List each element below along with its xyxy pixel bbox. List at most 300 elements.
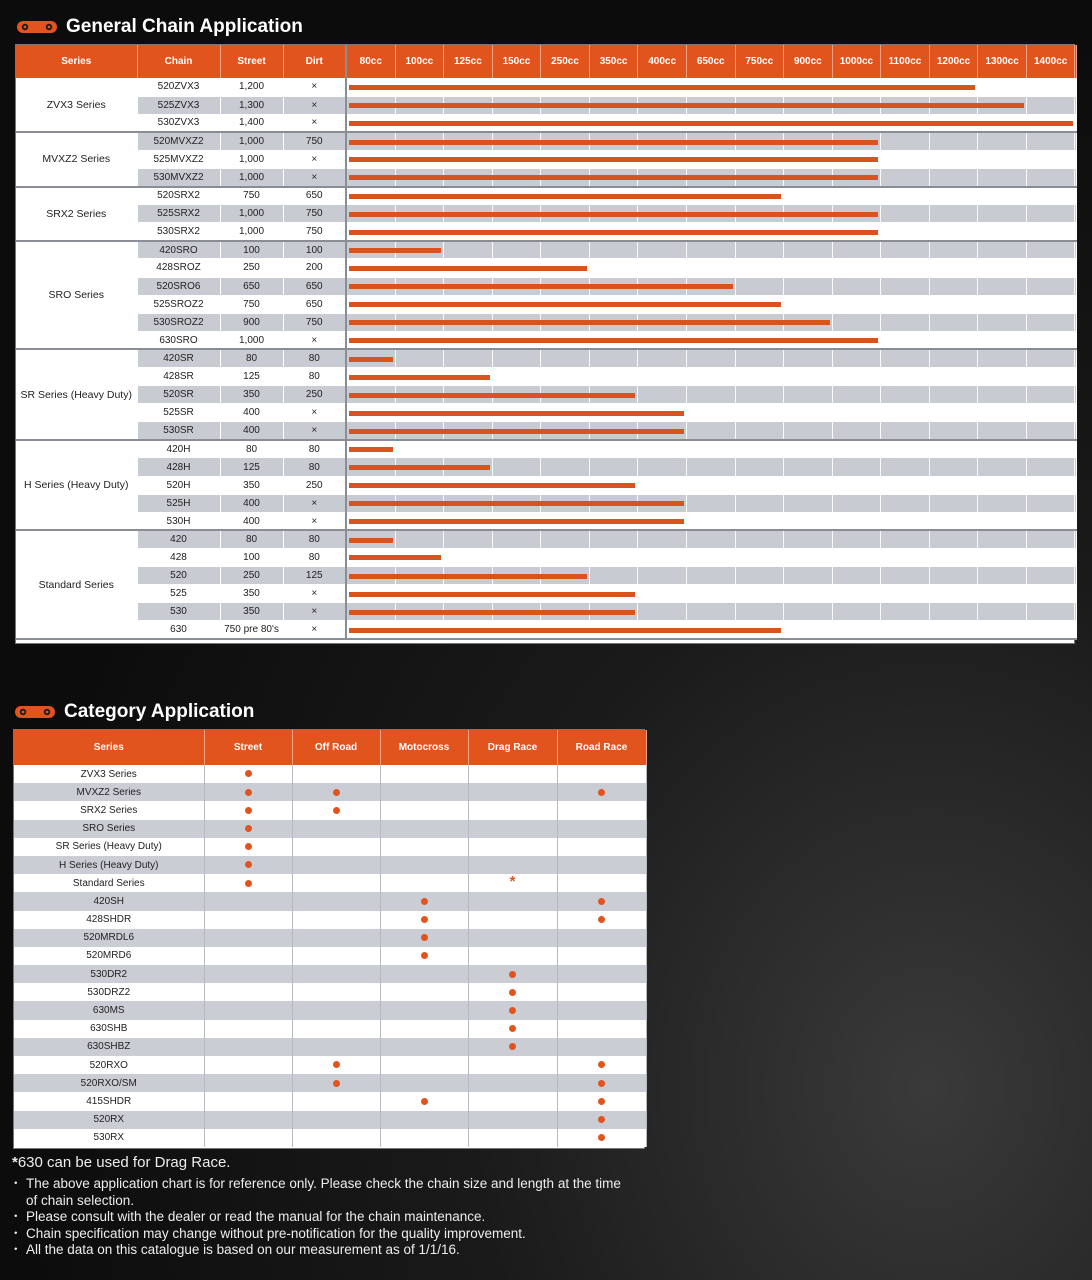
chain-dirt-cell: 750 bbox=[283, 132, 346, 150]
cc-bar-cell bbox=[346, 259, 1076, 277]
category-series-name: 530RX bbox=[14, 1129, 204, 1147]
note-item: ・ Chain specification may change without pre-notification for the quality improvement. bbox=[12, 1226, 632, 1243]
header-street: Street bbox=[220, 45, 283, 78]
chain-street-cell: 100 bbox=[220, 241, 283, 259]
category-section-title bbox=[14, 701, 254, 723]
category-mark-cell bbox=[557, 947, 646, 965]
category-mark-cell bbox=[557, 838, 646, 856]
chain-chain-cell: 520SR bbox=[137, 386, 220, 404]
cc-range-bar bbox=[349, 140, 878, 145]
chain-dirt-cell: 80 bbox=[283, 368, 346, 386]
chain-street-cell: 250 bbox=[220, 567, 283, 585]
applicable-dot-icon bbox=[245, 770, 252, 777]
category-mark-cell bbox=[557, 783, 646, 801]
note-item: ・ Please consult with the dealer or read the manual for the chain maintenance. bbox=[12, 1209, 632, 1226]
footnote-star: * bbox=[12, 1154, 18, 1171]
category-series-name: MVXZ2 Series bbox=[14, 783, 204, 801]
chain-dirt-cell: 750 bbox=[283, 205, 346, 223]
category-mark-cell bbox=[292, 965, 380, 983]
cc-scale-label: 650cc bbox=[687, 45, 736, 78]
category-series-name: Standard Series bbox=[14, 874, 204, 892]
chain-street-cell: 125 bbox=[220, 368, 283, 386]
chain-street-cell: 400 bbox=[220, 512, 283, 530]
chain-chain-cell: 525ZVX3 bbox=[137, 96, 220, 114]
cc-scale-label: 350cc bbox=[590, 45, 639, 78]
chain-row bbox=[16, 621, 1076, 639]
chain-chain-cell: 530H bbox=[137, 512, 220, 530]
category-series-name: 520RXO bbox=[14, 1056, 204, 1074]
cc-range-bar bbox=[349, 248, 441, 253]
category-mark-cell bbox=[380, 838, 468, 856]
chain-chain-cell: 428 bbox=[137, 548, 220, 566]
category-mark-cell bbox=[204, 892, 292, 910]
cc-bar-cell bbox=[346, 548, 1076, 566]
category-mark-cell bbox=[292, 765, 380, 783]
category-mark-cell bbox=[468, 892, 557, 910]
chain-row bbox=[16, 440, 1076, 458]
cc-bar-cell bbox=[346, 331, 1076, 349]
chain-chain-cell: 520 bbox=[137, 567, 220, 585]
chain-row bbox=[16, 78, 1076, 96]
chain-street-cell: 1,000 bbox=[220, 150, 283, 168]
applicable-dot-icon bbox=[598, 898, 605, 905]
category-mark-cell bbox=[468, 965, 557, 983]
category-mark-cell bbox=[468, 929, 557, 947]
category-mark-cell bbox=[557, 1111, 646, 1129]
chain-chain-cell: 520SRX2 bbox=[137, 187, 220, 205]
category-mark-cell bbox=[468, 1038, 557, 1056]
footnote-star-text: 630 can be used for Drag Race. bbox=[17, 1154, 231, 1171]
category-mark-cell bbox=[557, 929, 646, 947]
cc-scale-label: 1300cc bbox=[978, 45, 1027, 78]
cc-range-bar bbox=[349, 230, 878, 235]
category-mark-cell bbox=[557, 983, 646, 1001]
chain-street-cell: 1,000 bbox=[220, 331, 283, 349]
cc-bar-cell bbox=[346, 440, 1076, 458]
chain-dirt-cell: 100 bbox=[283, 241, 346, 259]
category-mark-cell bbox=[557, 1001, 646, 1019]
category-row bbox=[14, 1129, 646, 1147]
category-header-road-race: Road Race bbox=[557, 730, 646, 765]
applicable-dot-icon bbox=[421, 898, 428, 905]
cc-range-bar bbox=[349, 284, 733, 289]
chain-dirt-cell: 250 bbox=[283, 476, 346, 494]
cc-range-bar bbox=[349, 628, 781, 633]
category-mark-cell bbox=[557, 856, 646, 874]
category-mark-cell bbox=[292, 874, 380, 892]
series-name: MVXZ2 Series bbox=[16, 132, 137, 186]
header-chain: Chain bbox=[137, 45, 220, 78]
category-mark-cell bbox=[204, 965, 292, 983]
cc-scale-label: 1000cc bbox=[833, 45, 882, 78]
applicable-dot-icon bbox=[333, 807, 340, 814]
cc-range-bar bbox=[349, 447, 393, 452]
chain-dirt-cell: 650 bbox=[283, 277, 346, 295]
chain-row bbox=[16, 114, 1076, 132]
chain-street-cell: 750 pre 80's bbox=[220, 621, 283, 639]
chain-row bbox=[16, 259, 1076, 277]
category-mark-cell bbox=[292, 1001, 380, 1019]
category-header-drag-race: Drag Race bbox=[468, 730, 557, 765]
cc-scale-label: 250cc bbox=[541, 45, 590, 78]
chain-row bbox=[16, 386, 1076, 404]
cc-bar-cell bbox=[346, 494, 1076, 512]
cc-range-bar bbox=[349, 501, 684, 506]
category-mark-cell bbox=[292, 947, 380, 965]
category-mark-cell bbox=[204, 1092, 292, 1110]
chain-row bbox=[16, 96, 1076, 114]
category-header-off-road: Off Road bbox=[292, 730, 380, 765]
applicable-dot-icon bbox=[509, 1025, 516, 1032]
cc-bar-cell bbox=[346, 530, 1076, 548]
cc-bar-cell bbox=[346, 277, 1076, 295]
category-series-name: 630SHBZ bbox=[14, 1038, 204, 1056]
chain-chain-cell: 420H bbox=[137, 440, 220, 458]
cc-range-bar bbox=[349, 519, 684, 524]
chain-chain-cell: 520SRO6 bbox=[137, 277, 220, 295]
category-mark-cell bbox=[468, 783, 557, 801]
chain-dirt-cell: 200 bbox=[283, 259, 346, 277]
chain-row bbox=[16, 603, 1076, 621]
category-series-name: 415SHDR bbox=[14, 1092, 204, 1110]
category-mark-cell bbox=[468, 1020, 557, 1038]
chain-link-icon bbox=[16, 20, 58, 34]
chain-row bbox=[16, 476, 1076, 494]
category-mark-cell bbox=[557, 911, 646, 929]
category-series-name: 520MRD6 bbox=[14, 947, 204, 965]
chain-dirt-cell: × bbox=[283, 150, 346, 168]
chain-street-cell: 80 bbox=[220, 349, 283, 367]
chain-row bbox=[16, 241, 1076, 259]
category-mark-cell bbox=[380, 820, 468, 838]
chain-dirt-cell: 750 bbox=[283, 223, 346, 241]
category-row bbox=[14, 929, 646, 947]
chain-row bbox=[16, 277, 1076, 295]
cc-bar-cell bbox=[346, 512, 1076, 530]
chain-row bbox=[16, 205, 1076, 223]
cc-range-bar bbox=[349, 574, 587, 579]
chain-row bbox=[16, 223, 1076, 241]
category-mark-cell bbox=[468, 1074, 557, 1092]
applicable-dot-icon bbox=[598, 916, 605, 923]
category-row bbox=[14, 838, 646, 856]
category-mark-cell bbox=[204, 856, 292, 874]
category-series-name: SR Series (Heavy Duty) bbox=[14, 838, 204, 856]
applicable-dot-icon bbox=[333, 789, 340, 796]
chain-street-cell: 1,000 bbox=[220, 168, 283, 186]
cc-scale-label: 80cc bbox=[347, 45, 396, 78]
chain-chain-cell: 525SROZ2 bbox=[137, 295, 220, 313]
chain-street-cell: 100 bbox=[220, 548, 283, 566]
chain-chain-cell: 520MVXZ2 bbox=[137, 132, 220, 150]
chain-chain-cell: 428SROZ bbox=[137, 259, 220, 277]
chain-chain-cell: 530MVXZ2 bbox=[137, 168, 220, 186]
chain-chain-cell: 530SROZ2 bbox=[137, 313, 220, 331]
category-row bbox=[14, 911, 646, 929]
category-mark-cell bbox=[557, 874, 646, 892]
category-series-name: SRO Series bbox=[14, 820, 204, 838]
chain-chain-cell: 530SR bbox=[137, 422, 220, 440]
cc-range-bar bbox=[349, 429, 684, 434]
applicable-dot-icon bbox=[333, 1061, 340, 1068]
chain-dirt-cell: 80 bbox=[283, 548, 346, 566]
category-row bbox=[14, 1020, 646, 1038]
chain-row bbox=[16, 548, 1076, 566]
applicable-dot-icon bbox=[598, 1134, 605, 1141]
category-mark-cell bbox=[204, 1001, 292, 1019]
chain-chain-cell: 428SR bbox=[137, 368, 220, 386]
category-mark-cell bbox=[557, 1074, 646, 1092]
chain-chain-cell: 525SRX2 bbox=[137, 205, 220, 223]
category-mark-cell bbox=[292, 892, 380, 910]
cc-bar-cell bbox=[346, 458, 1076, 476]
category-mark-cell bbox=[204, 801, 292, 819]
note-item: ・ The above application chart is for reference only. Please check the chain size and length at the time of chain selection. bbox=[12, 1176, 632, 1209]
category-mark-cell bbox=[292, 1092, 380, 1110]
cc-scale-label: 150cc bbox=[493, 45, 542, 78]
category-row bbox=[14, 1001, 646, 1019]
chain-dirt-cell: × bbox=[283, 512, 346, 530]
category-mark-cell bbox=[380, 892, 468, 910]
chain-dirt-cell: 80 bbox=[283, 440, 346, 458]
category-mark-cell bbox=[380, 911, 468, 929]
category-mark-cell bbox=[557, 1092, 646, 1110]
cc-bar-cell bbox=[346, 313, 1076, 331]
category-mark-cell bbox=[380, 1001, 468, 1019]
category-mark-cell bbox=[292, 856, 380, 874]
cc-bar-cell bbox=[346, 404, 1076, 422]
chain-row bbox=[16, 150, 1076, 168]
cc-range-bar bbox=[349, 357, 393, 362]
category-mark-cell bbox=[380, 929, 468, 947]
category-mark-cell bbox=[380, 801, 468, 819]
category-mark-cell bbox=[292, 820, 380, 838]
chain-row bbox=[16, 422, 1076, 440]
cc-bar-cell bbox=[346, 621, 1076, 639]
category-mark-cell bbox=[380, 765, 468, 783]
category-mark-cell bbox=[557, 1056, 646, 1074]
chain-street-cell: 80 bbox=[220, 530, 283, 548]
applicable-dot-icon bbox=[421, 934, 428, 941]
category-mark-cell bbox=[204, 765, 292, 783]
applicable-dot-icon bbox=[509, 989, 516, 996]
category-row bbox=[14, 856, 646, 874]
applicable-dot-icon bbox=[245, 807, 252, 814]
applicable-dot-icon bbox=[598, 1116, 605, 1123]
category-mark-cell bbox=[292, 1056, 380, 1074]
chain-row bbox=[16, 530, 1076, 548]
applicable-dot-icon bbox=[509, 971, 516, 978]
category-mark-cell bbox=[557, 1038, 646, 1056]
applicable-dot-icon bbox=[245, 789, 252, 796]
chain-dirt-cell: 80 bbox=[283, 349, 346, 367]
category-mark-cell bbox=[468, 874, 557, 892]
chain-chain-cell: 630SRO bbox=[137, 331, 220, 349]
chain-dirt-cell: 250 bbox=[283, 386, 346, 404]
chain-street-cell: 400 bbox=[220, 404, 283, 422]
cc-scale-label: 1100cc bbox=[881, 45, 930, 78]
cc-range-bar bbox=[349, 375, 490, 380]
cc-bar-cell bbox=[346, 168, 1076, 186]
cc-scale-label: 400cc bbox=[638, 45, 687, 78]
category-mark-cell bbox=[292, 983, 380, 1001]
category-mark-cell bbox=[468, 1092, 557, 1110]
chain-dirt-cell: × bbox=[283, 404, 346, 422]
applicable-dot-icon bbox=[245, 880, 252, 887]
cc-range-bar bbox=[349, 592, 635, 597]
chain-row bbox=[16, 187, 1076, 205]
category-row bbox=[14, 1092, 646, 1110]
chain-street-cell: 350 bbox=[220, 603, 283, 621]
applicable-dot-icon bbox=[245, 843, 252, 850]
series-name: Standard Series bbox=[16, 530, 137, 639]
category-series-name: SRX2 Series bbox=[14, 801, 204, 819]
chain-dirt-cell: 650 bbox=[283, 295, 346, 313]
cc-range-bar bbox=[349, 465, 490, 470]
chain-dirt-cell: 125 bbox=[283, 567, 346, 585]
category-row bbox=[14, 801, 646, 819]
category-mark-cell bbox=[204, 1111, 292, 1129]
category-mark-cell bbox=[204, 1038, 292, 1056]
cc-range-bar bbox=[349, 266, 587, 271]
series-name: SRO Series bbox=[16, 241, 137, 350]
category-row bbox=[14, 1111, 646, 1129]
header-series: Series bbox=[16, 45, 137, 78]
cc-range-bar bbox=[349, 85, 975, 90]
category-row bbox=[14, 783, 646, 801]
footnotes bbox=[12, 1154, 632, 1259]
category-mark-cell bbox=[204, 1129, 292, 1147]
category-mark-cell bbox=[204, 1020, 292, 1038]
cc-range-bar bbox=[349, 302, 781, 307]
category-series-name: 420SH bbox=[14, 892, 204, 910]
cc-bar-cell bbox=[346, 603, 1076, 621]
cc-scale-label: 900cc bbox=[784, 45, 833, 78]
chain-dirt-cell: × bbox=[283, 621, 346, 639]
cc-bar-cell bbox=[346, 241, 1076, 259]
cc-bar-cell bbox=[346, 422, 1076, 440]
cc-range-bar bbox=[349, 483, 635, 488]
chain-dirt-cell: × bbox=[283, 585, 346, 603]
category-mark-cell bbox=[468, 1129, 557, 1147]
category-mark-cell bbox=[292, 1038, 380, 1056]
category-mark-cell bbox=[380, 1129, 468, 1147]
cc-bar-cell bbox=[346, 78, 1076, 96]
category-mark-cell bbox=[292, 1129, 380, 1147]
cc-scale-label: 125cc bbox=[444, 45, 493, 78]
category-mark-cell bbox=[468, 1111, 557, 1129]
chain-row bbox=[16, 567, 1076, 585]
category-mark-cell bbox=[292, 911, 380, 929]
chain-dirt-cell: × bbox=[283, 331, 346, 349]
chain-chain-cell: 530SRX2 bbox=[137, 223, 220, 241]
category-mark-cell bbox=[468, 947, 557, 965]
cc-bar-cell bbox=[346, 386, 1076, 404]
cc-bar-cell bbox=[346, 368, 1076, 386]
cc-bar-cell bbox=[346, 132, 1076, 150]
chain-row bbox=[16, 168, 1076, 186]
category-series-name: H Series (Heavy Duty) bbox=[14, 856, 204, 874]
category-series-name: 530DRZ2 bbox=[14, 983, 204, 1001]
chain-chain-cell: 428H bbox=[137, 458, 220, 476]
cc-bar-cell bbox=[346, 187, 1076, 205]
asterisk-icon: * bbox=[509, 873, 516, 891]
category-mark-cell bbox=[204, 911, 292, 929]
category-series-name: 630SHB bbox=[14, 1020, 204, 1038]
cc-range-bar bbox=[349, 320, 830, 325]
category-mark-cell bbox=[468, 1056, 557, 1074]
category-mark-cell bbox=[468, 801, 557, 819]
chain-chain-cell: 520ZVX3 bbox=[137, 78, 220, 96]
chain-chain-cell: 530 bbox=[137, 603, 220, 621]
cc-bar-cell bbox=[346, 295, 1076, 313]
cc-scale-label: 1200cc bbox=[930, 45, 979, 78]
applicable-dot-icon bbox=[509, 1043, 516, 1050]
chain-dirt-cell: × bbox=[283, 96, 346, 114]
category-mark-cell bbox=[468, 820, 557, 838]
category-row bbox=[14, 1074, 646, 1092]
chain-chain-cell: 525SR bbox=[137, 404, 220, 422]
category-mark-cell bbox=[204, 1074, 292, 1092]
applicable-dot-icon bbox=[421, 952, 428, 959]
category-header-series: Series bbox=[14, 730, 204, 765]
general-chain-table bbox=[15, 44, 1075, 644]
cc-range-bar bbox=[349, 103, 1024, 108]
category-mark-cell bbox=[557, 1129, 646, 1147]
chain-street-cell: 350 bbox=[220, 476, 283, 494]
category-mark-cell bbox=[557, 820, 646, 838]
category-mark-cell bbox=[380, 1056, 468, 1074]
category-series-name: ZVX3 Series bbox=[14, 765, 204, 783]
applicable-dot-icon bbox=[598, 1098, 605, 1105]
category-mark-cell bbox=[380, 983, 468, 1001]
category-series-name: 530DR2 bbox=[14, 965, 204, 983]
cc-range-bar bbox=[349, 212, 878, 217]
category-mark-cell bbox=[292, 838, 380, 856]
applicable-dot-icon bbox=[245, 861, 252, 868]
chain-chain-cell: 530ZVX3 bbox=[137, 114, 220, 132]
drag-race-footnote bbox=[12, 1154, 632, 1171]
chain-dirt-cell: 80 bbox=[283, 458, 346, 476]
applicable-dot-icon bbox=[333, 1080, 340, 1087]
chain-chain-cell: 525 bbox=[137, 585, 220, 603]
chain-chain-cell: 630 bbox=[137, 621, 220, 639]
chain-link-icon bbox=[14, 705, 56, 719]
chain-row bbox=[16, 132, 1076, 150]
category-mark-cell bbox=[204, 838, 292, 856]
general-title-text: General Chain Application bbox=[66, 16, 303, 37]
category-series-name: 520RXO/SM bbox=[14, 1074, 204, 1092]
cc-bar-cell bbox=[346, 223, 1076, 241]
chain-street-cell: 1,200 bbox=[220, 78, 283, 96]
category-series-name: 428SHDR bbox=[14, 911, 204, 929]
category-application-table bbox=[13, 729, 645, 1149]
cc-bar-cell bbox=[346, 476, 1076, 494]
category-header-row bbox=[14, 730, 646, 765]
cc-range-bar bbox=[349, 175, 878, 180]
category-row bbox=[14, 1056, 646, 1074]
category-series-name: 520MRDL6 bbox=[14, 929, 204, 947]
chain-dirt-cell: × bbox=[283, 114, 346, 132]
chain-street-cell: 1,000 bbox=[220, 223, 283, 241]
category-mark-cell bbox=[204, 1056, 292, 1074]
general-header-row bbox=[16, 45, 1076, 78]
category-row bbox=[14, 874, 646, 892]
chain-street-cell: 1,300 bbox=[220, 96, 283, 114]
category-mark-cell bbox=[204, 783, 292, 801]
chain-dirt-cell: × bbox=[283, 494, 346, 512]
chain-dirt-cell: × bbox=[283, 168, 346, 186]
